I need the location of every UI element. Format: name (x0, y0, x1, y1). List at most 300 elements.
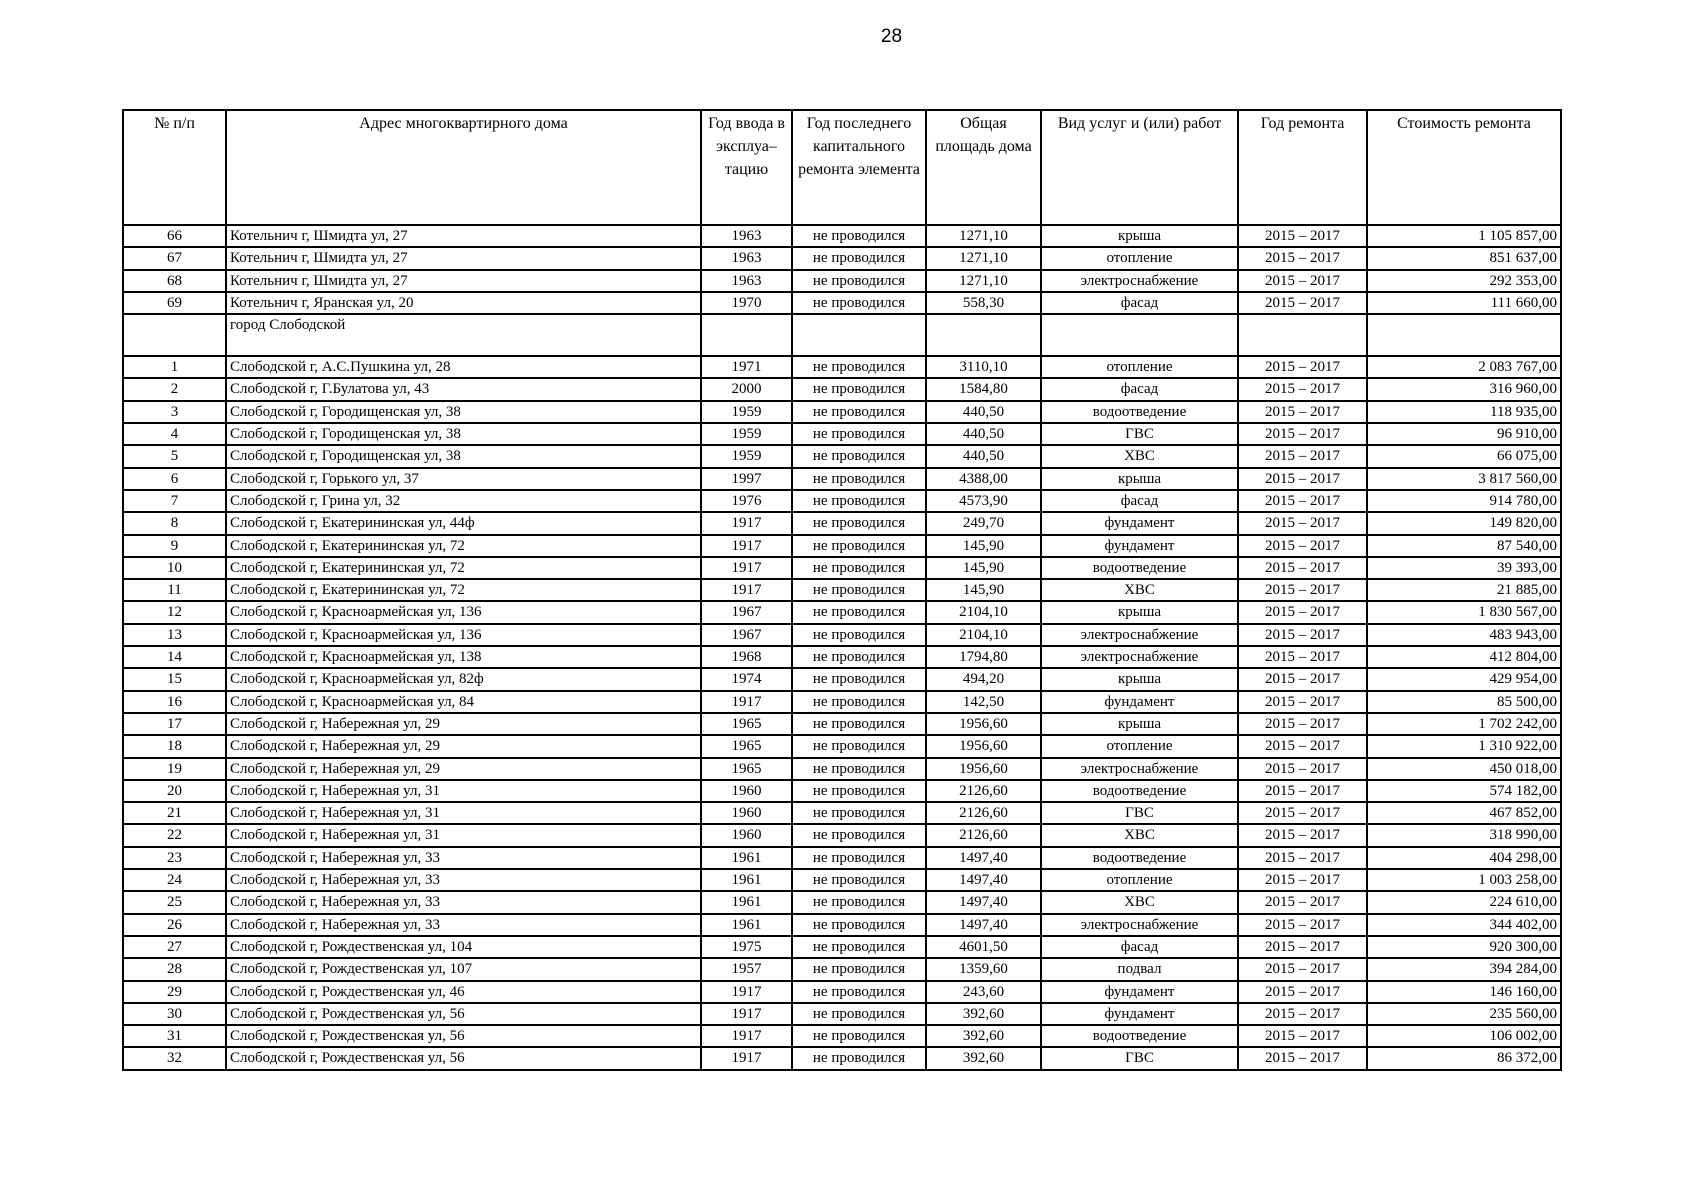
cell-repair-year: 2015 – 2017 (1238, 378, 1367, 400)
cell-address: Слободской г, Рождественская ул, 107 (226, 958, 701, 980)
cell-address: Слободской г, Красноармейская ул, 138 (226, 646, 701, 668)
cell-last-repair: не проводился (792, 601, 926, 623)
cell-repair-year: 2015 – 2017 (1238, 780, 1367, 802)
cell-service: ХВС (1041, 891, 1238, 913)
table-row (123, 1047, 1561, 1069)
cell-cost: 318 990,00 (1367, 824, 1561, 846)
cell-num: 21 (123, 802, 226, 824)
table-row (123, 691, 1561, 713)
cell-year-built: 1967 (701, 624, 792, 646)
cell-year-built: 1967 (701, 601, 792, 623)
table-row (123, 247, 1561, 269)
cell-num: 31 (123, 1025, 226, 1047)
cell-service: ХВС (1041, 445, 1238, 467)
cell-address: Котельнич г, Яранская ул, 20 (226, 292, 701, 314)
cell-last-repair: не проводился (792, 646, 926, 668)
cell-cost: 21 885,00 (1367, 579, 1561, 601)
empty-cell (1041, 314, 1238, 356)
cell-cost: 920 300,00 (1367, 936, 1561, 958)
cell-last-repair: не проводился (792, 958, 926, 980)
cell-service: фасад (1041, 490, 1238, 512)
table-row (123, 445, 1561, 467)
cell-cost: 235 560,00 (1367, 1003, 1561, 1025)
cell-num: 17 (123, 713, 226, 735)
table-row (123, 292, 1561, 314)
cell-address: Слободской г, Горького ул, 37 (226, 468, 701, 490)
cell-cost: 914 780,00 (1367, 490, 1561, 512)
cell-address: Слободской г, Красноармейская ул, 82ф (226, 668, 701, 690)
cell-year-built: 1917 (701, 981, 792, 1003)
cell-last-repair: не проводился (792, 735, 926, 757)
cell-service: крыша (1041, 468, 1238, 490)
cell-address: Котельнич г, Шмидта ул, 27 (226, 247, 701, 269)
cell-cost: 450 018,00 (1367, 758, 1561, 780)
cell-area: 2126,60 (926, 780, 1041, 802)
cell-service: подвал (1041, 958, 1238, 980)
cell-address: Слободской г, Набережная ул, 33 (226, 847, 701, 869)
cell-repair-year: 2015 – 2017 (1238, 891, 1367, 913)
cell-repair-year: 2015 – 2017 (1238, 535, 1367, 557)
cell-num: 14 (123, 646, 226, 668)
cell-repair-year: 2015 – 2017 (1238, 691, 1367, 713)
cell-cost: 316 960,00 (1367, 378, 1561, 400)
header-row (123, 110, 1561, 225)
table-row (123, 847, 1561, 869)
cell-area: 1956,60 (926, 713, 1041, 735)
cell-cost: 224 610,00 (1367, 891, 1561, 913)
cell-repair-year: 2015 – 2017 (1238, 270, 1367, 292)
cell-area: 1497,40 (926, 914, 1041, 936)
cell-cost: 574 182,00 (1367, 780, 1561, 802)
cell-address: Слободской г, Набережная ул, 29 (226, 735, 701, 757)
table-row (123, 468, 1561, 490)
cell-service: фундамент (1041, 535, 1238, 557)
cell-last-repair: не проводился (792, 624, 926, 646)
cell-area: 243,60 (926, 981, 1041, 1003)
cell-repair-year: 2015 – 2017 (1238, 601, 1367, 623)
cell-area: 145,90 (926, 557, 1041, 579)
cell-year-built: 1960 (701, 802, 792, 824)
cell-repair-year: 2015 – 2017 (1238, 824, 1367, 846)
cell-year-built: 1960 (701, 780, 792, 802)
cell-repair-year: 2015 – 2017 (1238, 247, 1367, 269)
table-row (123, 936, 1561, 958)
cell-area: 2126,60 (926, 802, 1041, 824)
cell-repair-year: 2015 – 2017 (1238, 713, 1367, 735)
cell-address: Слободской г, Рождественская ул, 56 (226, 1003, 701, 1025)
cell-num: 11 (123, 579, 226, 601)
cell-cost: 412 804,00 (1367, 646, 1561, 668)
cell-address: Слободской г, Красноармейская ул, 136 (226, 601, 701, 623)
cell-year-built: 1965 (701, 758, 792, 780)
cell-cost: 344 402,00 (1367, 914, 1561, 936)
cell-year-built: 1970 (701, 292, 792, 314)
cell-area: 145,90 (926, 579, 1041, 601)
cell-num: 12 (123, 601, 226, 623)
cell-year-built: 1965 (701, 735, 792, 757)
cell-last-repair: не проводился (792, 780, 926, 802)
cell-address: Слободской г, Екатерининская ул, 72 (226, 579, 701, 601)
cell-num: 66 (123, 225, 226, 247)
table-row (123, 378, 1561, 400)
cell-last-repair: не проводился (792, 802, 926, 824)
cell-year-built: 1963 (701, 247, 792, 269)
cell-area: 1271,10 (926, 270, 1041, 292)
cell-address: Слободской г, Городищенская ул, 38 (226, 401, 701, 423)
cell-last-repair: не проводился (792, 512, 926, 534)
cell-num: 19 (123, 758, 226, 780)
cell-year-built: 1961 (701, 869, 792, 891)
cell-area: 1359,60 (926, 958, 1041, 980)
table-row (123, 557, 1561, 579)
cell-last-repair: не проводился (792, 579, 926, 601)
cell-num: 25 (123, 891, 226, 913)
cell-year-built: 1957 (701, 958, 792, 980)
cell-repair-year: 2015 – 2017 (1238, 1047, 1367, 1069)
cell-address: Слободской г, Набережная ул, 31 (226, 824, 701, 846)
cell-num: 7 (123, 490, 226, 512)
cell-cost: 87 540,00 (1367, 535, 1561, 557)
table-row (123, 601, 1561, 623)
cell-num: 68 (123, 270, 226, 292)
cell-service: ГВС (1041, 1047, 1238, 1069)
table-row (123, 891, 1561, 913)
cell-area: 1271,10 (926, 225, 1041, 247)
cell-last-repair: не проводился (792, 869, 926, 891)
empty-cell (926, 314, 1041, 356)
cell-area: 4573,90 (926, 490, 1041, 512)
cell-last-repair: не проводился (792, 758, 926, 780)
cell-service: фундамент (1041, 981, 1238, 1003)
cell-year-built: 1961 (701, 891, 792, 913)
cell-cost: 106 002,00 (1367, 1025, 1561, 1047)
cell-cost: 39 393,00 (1367, 557, 1561, 579)
cell-service: отопление (1041, 735, 1238, 757)
cell-service: фасад (1041, 292, 1238, 314)
cell-service: отопление (1041, 356, 1238, 378)
cell-year-built: 1963 (701, 225, 792, 247)
cell-year-built: 1961 (701, 914, 792, 936)
cell-address: Слободской г, Грина ул, 32 (226, 490, 701, 512)
cell-year-built: 1968 (701, 646, 792, 668)
cell-num: 28 (123, 958, 226, 980)
repair-register-table (122, 109, 1562, 1071)
cell-address: Слободской г, Рождественская ул, 56 (226, 1047, 701, 1069)
group-title: город Слободской (226, 314, 701, 356)
cell-repair-year: 2015 – 2017 (1238, 624, 1367, 646)
cell-num: 15 (123, 668, 226, 690)
cell-num: 29 (123, 981, 226, 1003)
cell-area: 142,50 (926, 691, 1041, 713)
page-number: 28 (880, 26, 903, 47)
cell-area: 1497,40 (926, 891, 1041, 913)
table-row (123, 270, 1561, 292)
cell-num: 8 (123, 512, 226, 534)
cell-area: 1584,80 (926, 378, 1041, 400)
cell-cost: 146 160,00 (1367, 981, 1561, 1003)
cell-area: 2126,60 (926, 824, 1041, 846)
cell-service: ХВС (1041, 579, 1238, 601)
cell-cost: 118 935,00 (1367, 401, 1561, 423)
cell-num: 5 (123, 445, 226, 467)
cell-address: Слободской г, Набережная ул, 31 (226, 780, 701, 802)
table-row (123, 512, 1561, 534)
cell-last-repair: не проводился (792, 891, 926, 913)
header-repair-year: Год ремонта (1238, 110, 1367, 225)
cell-year-built: 1971 (701, 356, 792, 378)
cell-repair-year: 2015 – 2017 (1238, 936, 1367, 958)
cell-year-built: 1976 (701, 490, 792, 512)
cell-last-repair: не проводился (792, 401, 926, 423)
cell-service: фундамент (1041, 512, 1238, 534)
cell-address: Котельнич г, Шмидта ул, 27 (226, 225, 701, 247)
table-row (123, 624, 1561, 646)
cell-year-built: 2000 (701, 378, 792, 400)
cell-area: 392,60 (926, 1047, 1041, 1069)
cell-year-built: 1959 (701, 423, 792, 445)
cell-cost: 851 637,00 (1367, 247, 1561, 269)
cell-year-built: 1917 (701, 691, 792, 713)
cell-repair-year: 2015 – 2017 (1238, 735, 1367, 757)
cell-service: отопление (1041, 869, 1238, 891)
cell-num: 23 (123, 847, 226, 869)
cell-num: 6 (123, 468, 226, 490)
cell-area: 440,50 (926, 401, 1041, 423)
table-row (123, 490, 1561, 512)
empty-cell (1238, 314, 1367, 356)
cell-repair-year: 2015 – 2017 (1238, 423, 1367, 445)
cell-area: 440,50 (926, 445, 1041, 467)
cell-repair-year: 2015 – 2017 (1238, 802, 1367, 824)
cell-address: Слободской г, Городищенская ул, 38 (226, 445, 701, 467)
cell-area: 392,60 (926, 1003, 1041, 1025)
cell-num: 13 (123, 624, 226, 646)
cell-last-repair: не проводился (792, 1025, 926, 1047)
header-year-built: Год ввода в эксплуа– тацию (701, 110, 792, 225)
cell-last-repair: не проводился (792, 468, 926, 490)
cell-service: водоотведение (1041, 401, 1238, 423)
cell-area: 2104,10 (926, 624, 1041, 646)
cell-repair-year: 2015 – 2017 (1238, 758, 1367, 780)
table-row (123, 735, 1561, 757)
cell-service: электроснабжение (1041, 758, 1238, 780)
cell-year-built: 1917 (701, 512, 792, 534)
table-body (123, 225, 1561, 1070)
cell-repair-year: 2015 – 2017 (1238, 468, 1367, 490)
cell-area: 4601,50 (926, 936, 1041, 958)
cell-num: 20 (123, 780, 226, 802)
cell-area: 1956,60 (926, 735, 1041, 757)
cell-area: 1794,80 (926, 646, 1041, 668)
cell-cost: 1 003 258,00 (1367, 869, 1561, 891)
header-last-repair: Год последнего капитального ремонта элемента (792, 110, 926, 225)
cell-year-built: 1917 (701, 1003, 792, 1025)
cell-repair-year: 2015 – 2017 (1238, 1003, 1367, 1025)
cell-year-built: 1917 (701, 535, 792, 557)
cell-service: фасад (1041, 378, 1238, 400)
cell-year-built: 1975 (701, 936, 792, 958)
cell-service: водоотведение (1041, 1025, 1238, 1047)
cell-repair-year: 2015 – 2017 (1238, 445, 1367, 467)
cell-area: 4388,00 (926, 468, 1041, 490)
cell-cost: 66 075,00 (1367, 445, 1561, 467)
cell-cost: 2 083 767,00 (1367, 356, 1561, 378)
cell-area: 1271,10 (926, 247, 1041, 269)
cell-repair-year: 2015 – 2017 (1238, 847, 1367, 869)
table-row (123, 225, 1561, 247)
header-service: Вид услуг и (или) работ (1041, 110, 1238, 225)
cell-year-built: 1917 (701, 1025, 792, 1047)
cell-year-built: 1959 (701, 401, 792, 423)
cell-area: 145,90 (926, 535, 1041, 557)
cell-last-repair: не проводился (792, 691, 926, 713)
table-row (123, 713, 1561, 735)
empty-cell (792, 314, 926, 356)
cell-service: электроснабжение (1041, 914, 1238, 936)
cell-num: 32 (123, 1047, 226, 1069)
table-row (123, 1025, 1561, 1047)
cell-num: 24 (123, 869, 226, 891)
cell-year-built: 1917 (701, 557, 792, 579)
cell-cost: 86 372,00 (1367, 1047, 1561, 1069)
cell-num: 18 (123, 735, 226, 757)
cell-num: 16 (123, 691, 226, 713)
cell-area: 3110,10 (926, 356, 1041, 378)
cell-cost: 467 852,00 (1367, 802, 1561, 824)
cell-repair-year: 2015 – 2017 (1238, 292, 1367, 314)
cell-last-repair: не проводился (792, 557, 926, 579)
cell-last-repair: не проводился (792, 668, 926, 690)
cell-repair-year: 2015 – 2017 (1238, 981, 1367, 1003)
cell-num: 3 (123, 401, 226, 423)
cell-service: ГВС (1041, 423, 1238, 445)
cell-last-repair: не проводился (792, 1003, 926, 1025)
cell-num: 9 (123, 535, 226, 557)
cell-year-built: 1960 (701, 824, 792, 846)
cell-cost: 292 353,00 (1367, 270, 1561, 292)
header-area: Общая площадь дома (926, 110, 1041, 225)
cell-last-repair: не проводился (792, 914, 926, 936)
cell-last-repair: не проводился (792, 356, 926, 378)
cell-year-built: 1974 (701, 668, 792, 690)
table-row (123, 802, 1561, 824)
cell-area: 1956,60 (926, 758, 1041, 780)
cell-num: 67 (123, 247, 226, 269)
cell-address: Слободской г, А.С.Пушкина ул, 28 (226, 356, 701, 378)
cell-cost: 85 500,00 (1367, 691, 1561, 713)
cell-service: крыша (1041, 713, 1238, 735)
cell-last-repair: не проводился (792, 247, 926, 269)
cell-address: Слободской г, Г.Булатова ул, 43 (226, 378, 701, 400)
cell-cost: 149 820,00 (1367, 512, 1561, 534)
cell-address: Слободской г, Набережная ул, 29 (226, 713, 701, 735)
table-row (123, 914, 1561, 936)
cell-address: Слободской г, Екатерининская ул, 72 (226, 535, 701, 557)
cell-area: 249,70 (926, 512, 1041, 534)
cell-service: фундамент (1041, 691, 1238, 713)
cell-repair-year: 2015 – 2017 (1238, 914, 1367, 936)
table-row (123, 824, 1561, 846)
cell-year-built: 1961 (701, 847, 792, 869)
table-row (123, 958, 1561, 980)
cell-last-repair: не проводился (792, 824, 926, 846)
cell-area: 494,20 (926, 668, 1041, 690)
cell-repair-year: 2015 – 2017 (1238, 356, 1367, 378)
cell-area: 2104,10 (926, 601, 1041, 623)
cell-service: водоотведение (1041, 780, 1238, 802)
table-row (123, 535, 1561, 557)
header-address: Адрес многоквартирного дома (226, 110, 701, 225)
cell-last-repair: не проводился (792, 713, 926, 735)
cell-address: Слободской г, Рождественская ул, 46 (226, 981, 701, 1003)
cell-cost: 404 298,00 (1367, 847, 1561, 869)
cell-year-built: 1917 (701, 579, 792, 601)
cell-area: 558,30 (926, 292, 1041, 314)
cell-last-repair: не проводился (792, 225, 926, 247)
cell-address: Слободской г, Красноармейская ул, 84 (226, 691, 701, 713)
cell-cost: 483 943,00 (1367, 624, 1561, 646)
cell-repair-year: 2015 – 2017 (1238, 557, 1367, 579)
cell-year-built: 1959 (701, 445, 792, 467)
group-header-row (123, 314, 1561, 356)
cell-address: Слободской г, Набережная ул, 31 (226, 802, 701, 824)
cell-service: крыша (1041, 225, 1238, 247)
cell-area: 1497,40 (926, 869, 1041, 891)
cell-address: Слободской г, Набережная ул, 33 (226, 914, 701, 936)
cell-area: 392,60 (926, 1025, 1041, 1047)
table-row (123, 1003, 1561, 1025)
cell-service: фасад (1041, 936, 1238, 958)
cell-last-repair: не проводился (792, 936, 926, 958)
cell-address: Слободской г, Екатерининская ул, 44ф (226, 512, 701, 534)
header-num: № п/п (123, 110, 226, 225)
cell-year-built: 1917 (701, 1047, 792, 1069)
cell-year-built: 1997 (701, 468, 792, 490)
cell-num: 1 (123, 356, 226, 378)
cell-service: ХВС (1041, 824, 1238, 846)
cell-repair-year: 2015 – 2017 (1238, 401, 1367, 423)
cell-service: электроснабжение (1041, 646, 1238, 668)
cell-num: 10 (123, 557, 226, 579)
table-row (123, 780, 1561, 802)
cell-repair-year: 2015 – 2017 (1238, 579, 1367, 601)
cell-cost: 3 817 560,00 (1367, 468, 1561, 490)
cell-last-repair: не проводился (792, 445, 926, 467)
cell-address: Слободской г, Рождественская ул, 104 (226, 936, 701, 958)
cell-address: Слободской г, Набережная ул, 33 (226, 869, 701, 891)
header-cost: Стоимость ремонта (1367, 110, 1561, 225)
cell-last-repair: не проводился (792, 378, 926, 400)
cell-repair-year: 2015 – 2017 (1238, 512, 1367, 534)
table-row (123, 579, 1561, 601)
cell-service: крыша (1041, 668, 1238, 690)
cell-last-repair: не проводился (792, 292, 926, 314)
cell-address: Слободской г, Рождественская ул, 56 (226, 1025, 701, 1047)
cell-service: электроснабжение (1041, 270, 1238, 292)
cell-address: Слободской г, Екатерининская ул, 72 (226, 557, 701, 579)
cell-num: 2 (123, 378, 226, 400)
cell-repair-year: 2015 – 2017 (1238, 869, 1367, 891)
cell-num: 26 (123, 914, 226, 936)
cell-service: ГВС (1041, 802, 1238, 824)
cell-cost: 394 284,00 (1367, 958, 1561, 980)
cell-service: отопление (1041, 247, 1238, 269)
cell-last-repair: не проводился (792, 423, 926, 445)
cell-address: Слободской г, Набережная ул, 33 (226, 891, 701, 913)
cell-address: Слободской г, Набережная ул, 29 (226, 758, 701, 780)
cell-num: 27 (123, 936, 226, 958)
cell-area: 440,50 (926, 423, 1041, 445)
